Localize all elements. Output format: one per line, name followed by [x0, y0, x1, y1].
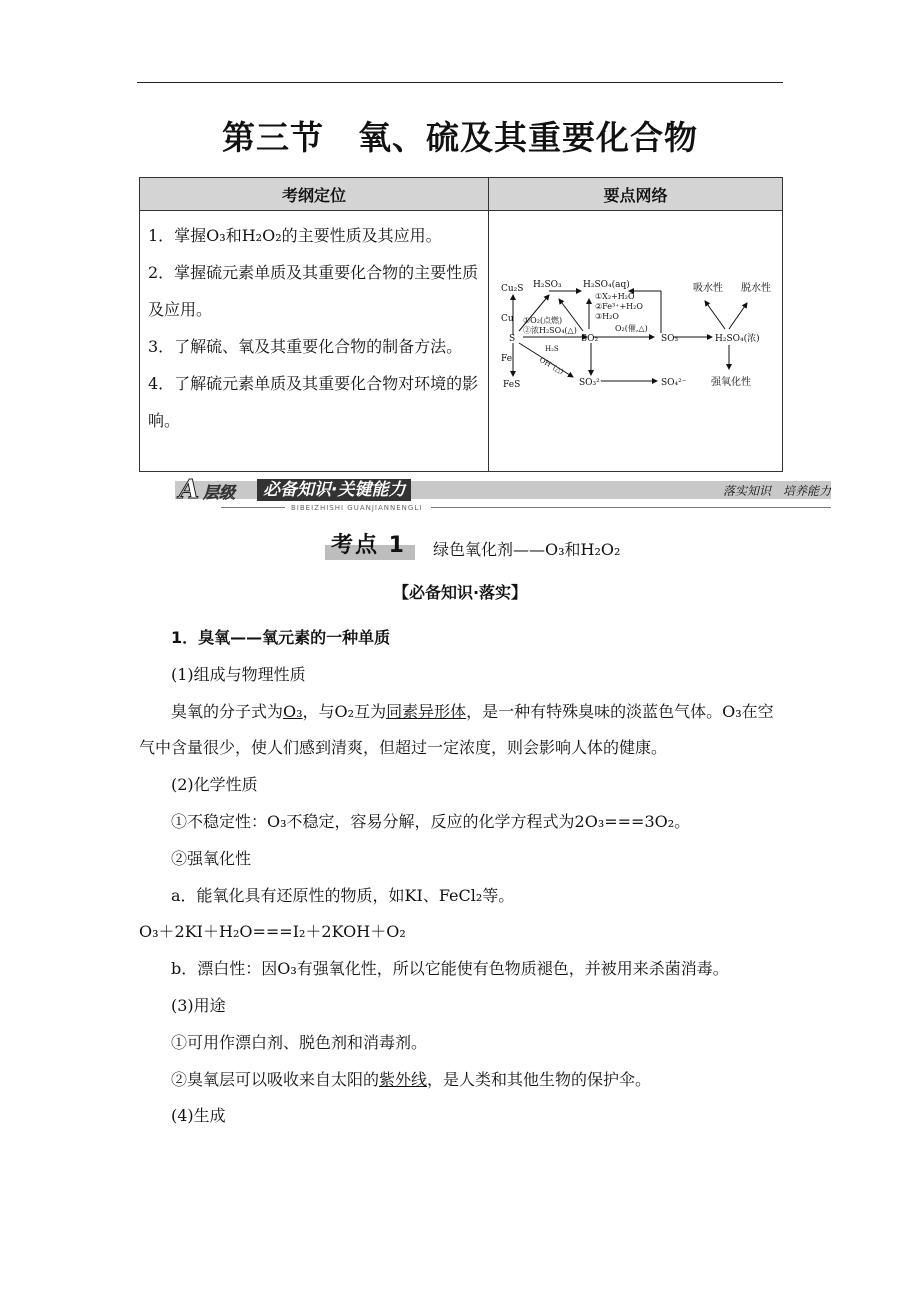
section-topic: 氧、硫及其重要化合物: [358, 118, 698, 157]
sub-formation: (4)生成: [171, 1106, 226, 1126]
cond-h2o: ③H₂O: [595, 312, 619, 321]
banner-pinyin: BIBEIZHISHI GUANJIANNENGLI: [291, 504, 423, 512]
top-rule: [137, 82, 783, 83]
banner-level-label: 层级: [203, 483, 236, 502]
prop-absorb: 吸水性: [693, 283, 723, 294]
sub-uses: (3)用途: [171, 995, 226, 1015]
cond-fe3: ②Fe³⁺+H₂O: [595, 302, 643, 311]
node-so3-2: SO₃²⁻: [579, 378, 605, 388]
sub-chemical: (2)化学性质: [171, 775, 258, 795]
section-subheading: 【必备知识·落实】: [392, 583, 528, 602]
cond-h2s: H₂S: [545, 345, 559, 353]
body-text: [139, 620, 785, 1135]
item-instability: ①不稳定性：O₃不稳定，容易分解，反应的化学方程式为2O₃===3O₂。: [171, 811, 691, 831]
outline-item: 3．了解硫、氧及其重要化合物的制备方法。: [148, 337, 463, 356]
cond-o2-cat: O₂(催,△): [615, 324, 648, 333]
sulfur-network-diagram: [489, 211, 783, 465]
node-h2so4-conc: H₂SO₄(浓): [715, 334, 760, 344]
item-b: b．漂白性：因O₃有强氧化性，所以它能使有色物质褪色，并被用来杀菌消毒。: [171, 959, 729, 979]
header-key-network: 要点网络: [489, 178, 783, 211]
network-diagram-cell: [489, 211, 783, 472]
node-so3: SO₃: [661, 334, 679, 344]
para-ozone-intro: 臭氧的分子式为O₃，与O₂互为同素异形体，是一种有特殊臭味的淡蓝色气体。O₃在空气中含量很少，使人们感到清爽，但超过一定浓度，则会影响人体的健康。: [139, 701, 774, 758]
heading-ozone: 1．臭氧——氧元素的一种单质: [171, 628, 391, 647]
item-a: a．能氧化具有还原性的物质，如KI、FeCl₂等。: [171, 885, 515, 905]
header-exam-outline: 考纲定位: [140, 178, 489, 211]
node-fes: FeS: [503, 380, 521, 390]
use-2: ②臭氧层可以吸收来自太阳的紫外线，是人类和其他生物的保护伞。: [171, 1069, 652, 1089]
item-oxidizing: ②强氧化性: [171, 848, 252, 868]
outline-table: [139, 177, 783, 472]
banner-level-letter: A: [179, 475, 200, 505]
node-h2so3: H₂SO₃: [533, 280, 562, 290]
equation-ki: O₃＋2KI＋H₂O===I₂＋2KOH＋O₂: [139, 922, 406, 942]
blank-answer: 紫外线: [379, 1069, 428, 1089]
node-fe: Fe: [501, 354, 513, 364]
test-point-label: 考点 1: [331, 533, 406, 558]
outline-item: 1．掌握O₃和H₂O₂的主要性质及其应用。: [148, 226, 442, 245]
node-cu: Cu: [501, 314, 514, 324]
sub-composition: (1)组成与物理性质: [171, 664, 306, 684]
cond-x2: ①X₂+H₂O: [595, 292, 635, 301]
node-so4-2: SO₄²⁻: [661, 378, 687, 388]
banner-underline: [221, 507, 285, 508]
prop-dehydrate: 脱水性: [741, 283, 771, 294]
cond-conc-h2so4: ②浓H₂SO₄(△): [523, 326, 577, 335]
banner-underline-right: [431, 507, 831, 508]
prop-oxidize: 强氧化性: [711, 377, 751, 388]
node-s: S: [509, 334, 516, 344]
outline-item: 2．掌握硫元素单质及其重要化合物的主要性质及应用。: [148, 263, 479, 319]
section-number: 第三节: [222, 118, 324, 157]
cond-oh: OH⁻(△): [538, 355, 565, 376]
blank-answer: 同素异形体: [386, 701, 467, 721]
node-so2: SO₂: [581, 334, 599, 344]
outline-items: [140, 211, 489, 472]
test-point-topic: 绿色氧化剂——O₃和H₂O₂: [433, 540, 621, 559]
use-1: ①可用作漂白剂、脱色剂和消毒剂。: [171, 1032, 428, 1052]
banner-main-label: 必备知识·关键能力: [257, 479, 411, 501]
blank-answer: O₃: [283, 701, 303, 721]
outline-item: 4．了解硫元素单质及其重要化合物对环境的影响。: [148, 374, 479, 430]
node-cu2s: Cu₂S: [501, 284, 524, 294]
banner-slogan: 落实知识 培养能力: [722, 484, 831, 498]
section-title: [0, 112, 920, 159]
level-banner: [139, 476, 831, 516]
cond-o2-burn: ①O₂(点燃): [523, 316, 563, 325]
node-h2so4-aq: H₂SO₄(aq): [583, 280, 630, 290]
